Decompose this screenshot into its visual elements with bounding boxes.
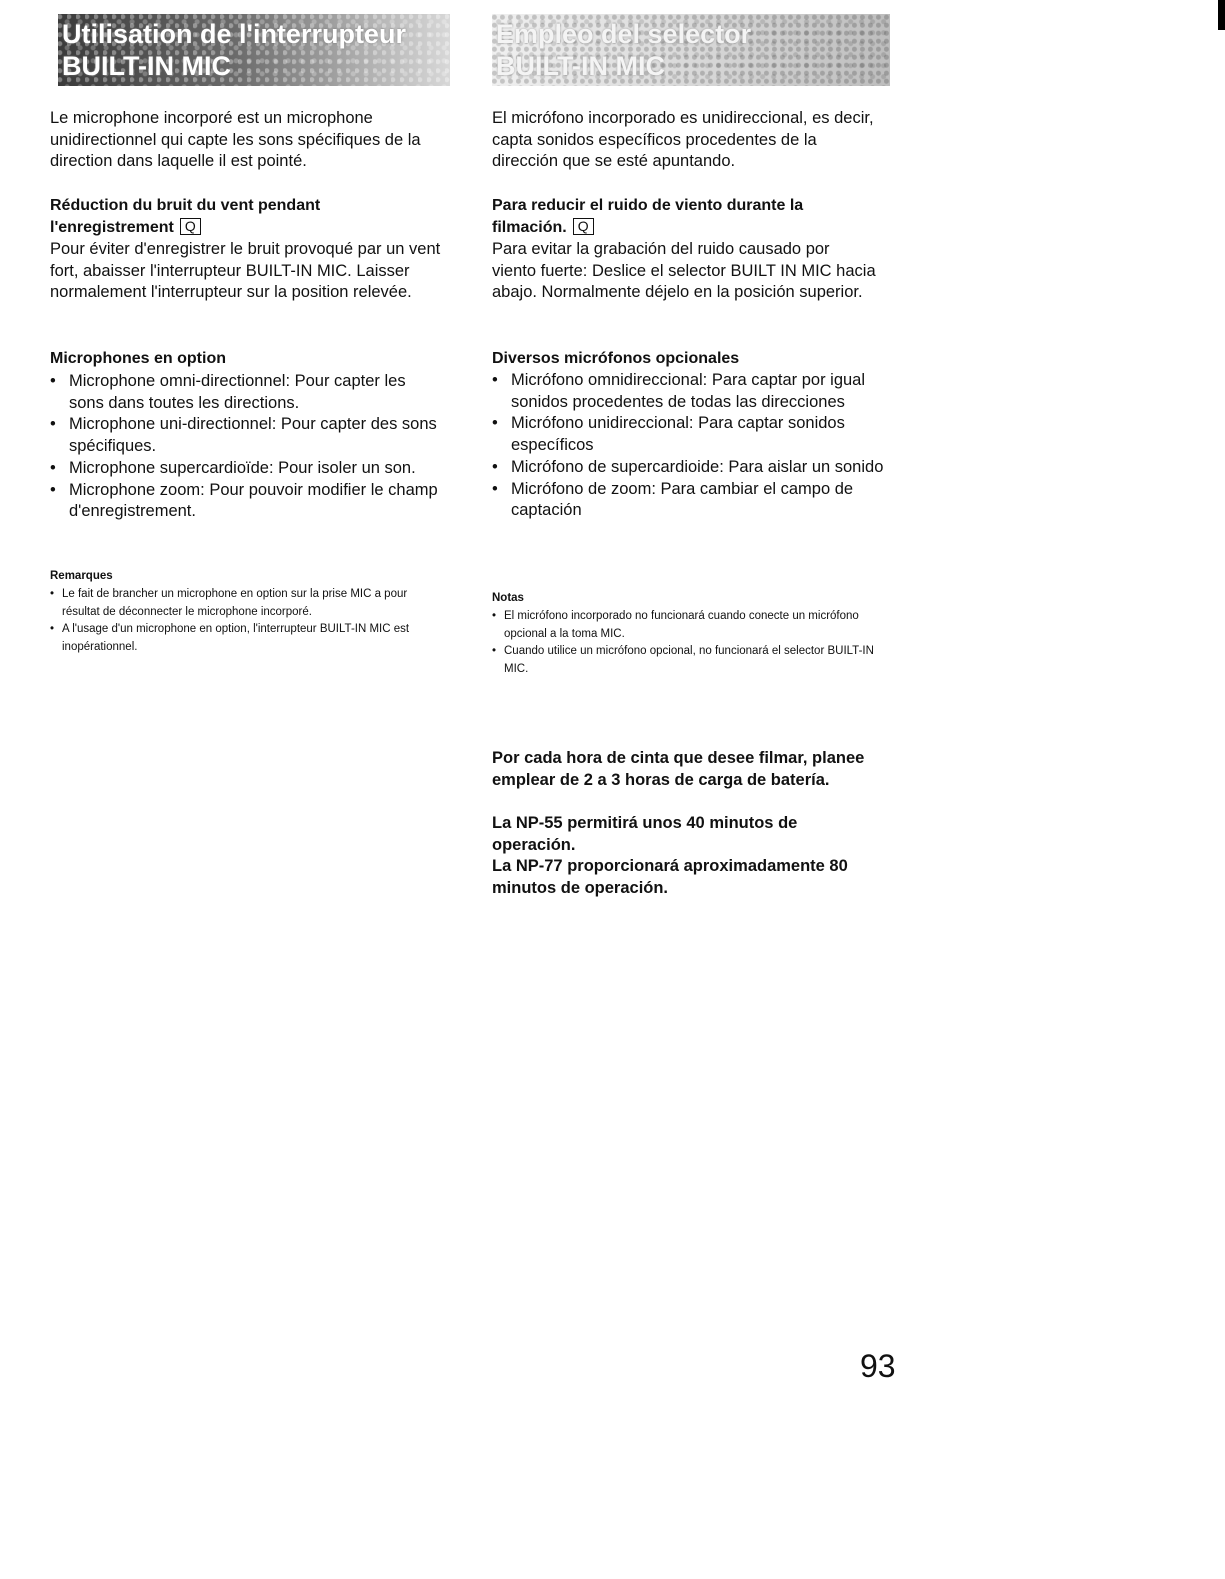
- french-options-list: [50, 371, 440, 523]
- spanish-wind-heading-text: Para reducir el ruido de viento durante la filmación.: [492, 197, 804, 236]
- q-key-icon: Q: [573, 218, 594, 235]
- list-item: • A l'usage d'un microphone en option, l'interrupteur BUILT-IN MIC est inopérationnel.: [50, 621, 435, 656]
- french-title-line2: BUILT-IN MIC: [62, 51, 231, 81]
- french-wind-heading-text: Réduction du bruit du vent pendant l'enregistrement: [50, 197, 321, 236]
- list-item: • Cuando utilice un micrófono opcional, no funcionará el selector BUILT-IN MIC.: [492, 643, 877, 678]
- spanish-options-list: [492, 370, 884, 522]
- spanish-intro: El micrófono incorporado es unidireccional, es decir, capta sonidos específicos procedentes de la dirección que se esté apuntando.: [492, 109, 874, 171]
- spanish-title-line2: BUILT-IN MIC: [496, 51, 665, 81]
- list-item: • Micrófono unidireccional: Para captar sonidos específicos: [492, 413, 884, 456]
- edge-mark: [1218, 0, 1225, 30]
- list-item: • Micrófono omnidireccional: Para captar por igual sonidos procedentes de todas las direcciones: [492, 370, 884, 413]
- french-notes-heading: Remarques: [50, 570, 113, 582]
- list-item: • Micrófono de zoom: Para cambiar el campo de captación: [492, 479, 884, 522]
- french-notes-list: [50, 586, 435, 656]
- list-item: • Microphone omni-directionnel: Pour capter les sons dans toutes les directions.: [50, 371, 440, 414]
- french-title-banner: [58, 14, 450, 86]
- french-intro: Le microphone incorporé est un microphone unidirectionnel qui capte les sons spécifiques de la direction dans laquelle il est pointé.: [50, 109, 421, 171]
- spanish-battery-note-2: La NP-55 permitirá unos 40 minutos de operación.: [492, 814, 798, 854]
- spanish-battery-note-1: Por cada hora de cinta que desee filmar, planee emplear de 2 a 3 horas de carga de batería.: [492, 749, 865, 789]
- spanish-wind-heading: [492, 195, 832, 239]
- french-options-heading: Microphones en option: [50, 350, 226, 367]
- french-title-line1: Utilisation de l'interrupteur: [62, 19, 406, 49]
- list-item: • Micrófono de supercardioide: Para aislar un sonido: [492, 457, 884, 479]
- spanish-battery-note-3: La NP-77 proporcionará aproximadamente 80 minutos de operación.: [492, 857, 848, 897]
- spanish-notes-list: [492, 608, 877, 678]
- page-number: 93: [860, 1348, 896, 1384]
- q-key-icon: Q: [180, 218, 201, 235]
- list-item: • Microphone zoom: Pour pouvoir modifier le champ d'enregistrement.: [50, 480, 440, 523]
- list-item: • Le fait de brancher un microphone en option sur la prise MIC a pour résultat de déconnecter le microphone incorporé.: [50, 586, 435, 621]
- spanish-title-banner: [492, 14, 890, 86]
- spanish-title-line1: Empleo del selector: [496, 19, 752, 49]
- spanish-notes-heading: Notas: [492, 592, 524, 604]
- list-item: • Microphone uni-directionnel: Pour capter des sons spécifiques.: [50, 414, 440, 457]
- french-wind-heading: [50, 195, 350, 239]
- spanish-options-heading: Diversos micrófonos opcionales: [492, 350, 740, 367]
- spanish-wind-text: Para evitar la grabación del ruido causado por viento fuerte: Deslice el selector BUILT IN MIC hacia abajo. Normalmente déjelo en la posición superior.: [492, 240, 876, 302]
- list-item: • El micrófono incorporado no funcionará cuando conecte un micrófono opcional a la toma MIC.: [492, 608, 877, 643]
- list-item: • Microphone supercardioïde: Pour isoler un son.: [50, 458, 440, 480]
- french-wind-text: Pour éviter d'enregistrer le bruit provoqué par un vent fort, abaisser l'interrupteur BUILT-IN MIC. Laisser normalement l'interrupteur sur la position relevée.: [50, 240, 441, 302]
